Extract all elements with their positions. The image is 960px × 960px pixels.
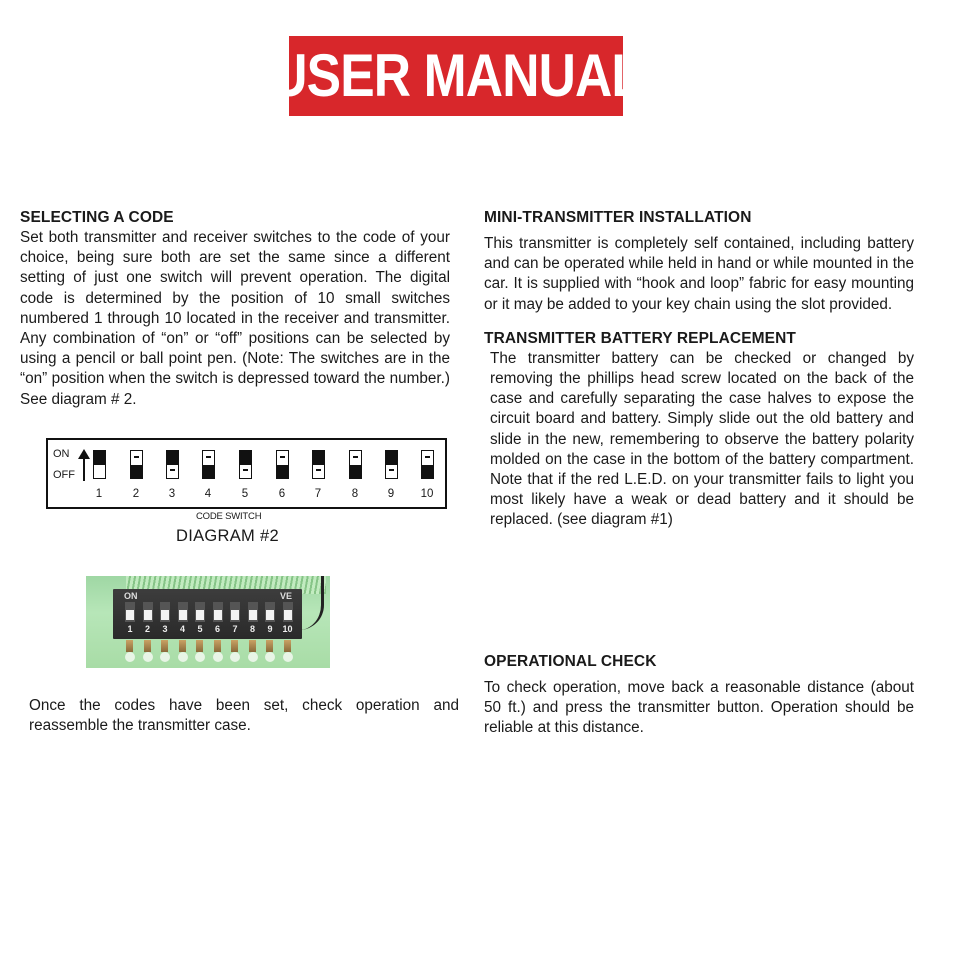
photo-switch-number: 1 <box>127 624 133 634</box>
switch-knob-mark <box>206 456 211 458</box>
switch-knob-mark <box>316 469 321 471</box>
dip-switch-7 <box>312 450 325 479</box>
dip-switch-8 <box>349 450 362 479</box>
photo-switch-key <box>125 602 135 622</box>
chip-pin <box>284 640 291 652</box>
switch-number: 10 <box>420 488 434 500</box>
photo-switch-key <box>248 602 258 622</box>
chip-pin <box>249 640 256 652</box>
photo-switch-number: 6 <box>214 624 220 634</box>
dip-switch-photo <box>86 576 330 668</box>
code-switch-diagram <box>46 438 447 509</box>
solder-pad <box>230 652 240 662</box>
photo-switch-number: 2 <box>144 624 150 634</box>
solder-pad <box>213 652 223 662</box>
solder-pad <box>178 652 188 662</box>
switch-number: 8 <box>351 488 359 500</box>
chip-pin <box>144 640 151 652</box>
dip-switch-2 <box>130 450 143 479</box>
section-selecting-code <box>20 208 450 410</box>
photo-switch-key <box>283 602 293 622</box>
dip-switch-1 <box>93 450 106 479</box>
switch-knob-mark <box>389 469 394 471</box>
dip-switch-6 <box>276 450 289 479</box>
body-battery: The transmitter battery can be checked or changed by removing the phillips head screw located on the back of the case and carefully separating the case halves to expose the circuit board and battery. Simply slide out the old battery and slide in the new, remembering to observe the battery polarity molded on the case in the bottom of the battery compartment. Note that if the red L.E.D. on your transmitter fails to light you most likely have a weak or dead battery and it should be replaced. (see diagram #1) <box>490 349 914 529</box>
body-installation: This transmitter is completely self contained, including battery and can be operated while held in hand or while mounted in the car. It is supplied with “hook and loop” fabric for easy mounting or it may be added to your key chain using the slot provided. <box>484 235 914 313</box>
switch-number: 6 <box>278 488 286 500</box>
switch-knob-mark <box>243 469 248 471</box>
diagram-title: DIAGRAM #2 <box>176 527 279 545</box>
switch-number: 3 <box>168 488 176 500</box>
photo-switch-key <box>265 602 275 622</box>
section-operational-check <box>484 652 914 739</box>
switch-number: 2 <box>132 488 140 500</box>
switch-knob-mark <box>280 456 285 458</box>
photo-switch-key <box>143 602 153 622</box>
photo-switch-number: 9 <box>267 624 273 634</box>
solder-pad <box>265 652 275 662</box>
photo-label-ve: VE <box>279 591 292 601</box>
section-installation <box>484 208 914 315</box>
switch-number: 9 <box>387 488 395 500</box>
photo-switch-key <box>195 602 205 622</box>
chip-pin <box>161 640 168 652</box>
solder-pad <box>248 652 258 662</box>
solder-pad <box>283 652 293 662</box>
heading-operational-check: OPERATIONAL CHECK <box>484 653 657 670</box>
code-switch-caption: CODE SWITCH <box>196 511 262 522</box>
photo-switch-number: 4 <box>179 624 185 634</box>
heading-battery: TRANSMITTER BATTERY REPLACEMENT <box>484 329 796 347</box>
switch-knob-mark <box>425 456 430 458</box>
body-selecting-code: Set both transmitter and receiver switches to the code of your choice, being sure both are set the same since a different setting of just one switch will prevent operation. The digital code is determined by the position of 10 small switches numbered 1 through 10 located in the receiver and transmitter. Any combination of “on” or “off” positions can be selected by using a pencil or ball point pen. (Note: The switches are in the “on” position when the switch is depressed toward the number.) See diagram # 2. <box>20 229 450 408</box>
photo-switch-number: 3 <box>162 624 168 634</box>
solder-pad <box>195 652 205 662</box>
photo-switch-key <box>213 602 223 622</box>
switch-knob-mark <box>353 456 358 458</box>
switch-number: 7 <box>314 488 322 500</box>
dip-switch-10 <box>421 450 434 479</box>
section-once-set <box>29 696 459 736</box>
switch-knob-mark <box>134 456 139 458</box>
solder-pad <box>125 652 135 662</box>
photo-switch-key <box>230 602 240 622</box>
chip-pin <box>214 640 221 652</box>
diagram-label-on: ON <box>53 448 70 460</box>
diagram-label-off: OFF <box>53 469 75 481</box>
right-column <box>484 208 914 531</box>
photo-switch-number: 7 <box>232 624 238 634</box>
heading-selecting-code: SELECTING A CODE <box>20 209 174 226</box>
dip-switch-9 <box>385 450 398 479</box>
dip-switch-chip <box>113 589 302 639</box>
arrow-up-icon <box>77 449 91 481</box>
switch-number: 5 <box>241 488 249 500</box>
photo-switch-number: 8 <box>249 624 255 634</box>
title-banner <box>270 36 642 116</box>
body-operational-check: To check operation, move back a reasonable distance (about 50 ft.) and press the transmitter button. Operation should be reliable at this distance. <box>484 679 914 737</box>
page-title: USER MANUAL <box>270 42 642 109</box>
photo-switch-number: 10 <box>282 624 293 634</box>
switch-number: 4 <box>204 488 212 500</box>
photo-switch-key <box>178 602 188 622</box>
photo-switch-key <box>160 602 170 622</box>
wire <box>299 576 324 630</box>
photo-label-on: ON <box>124 591 138 601</box>
chip-pin <box>266 640 273 652</box>
photo-switch-number: 5 <box>197 624 203 634</box>
chip-pin <box>179 640 186 652</box>
solder-pad <box>160 652 170 662</box>
chip-pin <box>231 640 238 652</box>
dip-switch-4 <box>202 450 215 479</box>
chip-pin <box>196 640 203 652</box>
body-once-set: Once the codes have been set, check operation and reassemble the transmitter case. <box>29 697 459 735</box>
dip-switch-5 <box>239 450 252 479</box>
section-battery <box>484 329 914 531</box>
heading-installation: MINI-TRANSMITTER INSTALLATION <box>484 209 752 226</box>
switch-number: 1 <box>95 488 103 500</box>
switch-knob-mark <box>170 469 175 471</box>
chip-pin <box>126 640 133 652</box>
dip-switch-3 <box>166 450 179 479</box>
solder-pad <box>143 652 153 662</box>
